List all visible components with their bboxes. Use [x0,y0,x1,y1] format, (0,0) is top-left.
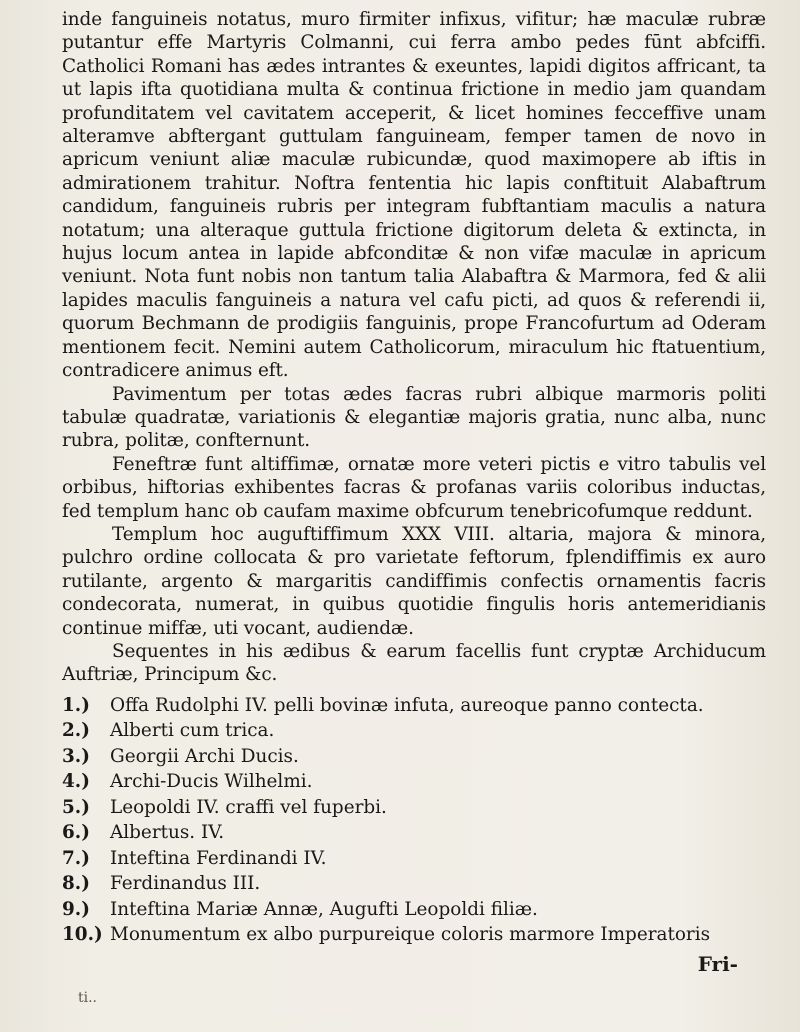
catchword: Fri- [697,952,738,976]
paragraph-main: inde fanguineis notatus, muro firmiter infixus, vifitur; hæ maculæ rubræ putantur effe Martyris Colmanni, cui ferra ambo pedes fūnt abfciffi. Catholici Romani has ædes intrantes & exeuntes, lapidi digitos affricant, ta ut lapis ifta quotidiana multa & continua frictione in medio jam quandam profunditatem vel cavitatem acceperit, & licet homines fecceffive unam alteramve abftergant guttulam fanguineam, femper tamen de novo in apricum veniunt aliæ maculæ rubicundæ, quod maximopere ab iftis in admirationem trahitur. Noftra fententia hic lapis conftituit Alabaftrum candidum, fanguineis rubris per integram fubftantiam maculis a natura notatum; una alteraque guttula frictione digitorum deleta & extincta, in hujus locum antea in lapide abfconditæ & non vifæ maculæ in apricum veniunt. Nota funt nobis non tantum talia Alabaftra & Marmora, fed & alii lapides maculis fanguineis a natura vel cafu picti, ad quos & referendi ii, quorum Bechmann de prodigiis fanguinis, prope Francofurtum ad Oderam mentionem fecit. Nemini autem Catholicorum, miraculum hic ftatuentium, contradicere animus eft. [62,9,766,382]
list-number: 2.) [62,720,90,742]
list-item [62,718,766,744]
list-text: Archi-Ducis Wilhelmi. [110,771,313,793]
list-item [62,846,766,872]
list-text: Ferdinandus III. [110,873,261,895]
list-item [62,871,766,897]
crypt-list [62,693,766,948]
paragraph-pavement: Pavimentum per totas ædes facras rubri albique marmoris politi tabulæ quadratæ, variationis & elegantiæ majoris gratia, nunc alba, nunc rubra, politæ, confternunt. [62,383,766,452]
list-text: Albertus. IV. [110,822,225,844]
list-number: 6.) [62,822,90,844]
list-number: 9.) [62,898,90,920]
list-text: Leopoldi IV. craffi vel fuperbi. [110,796,387,818]
list-text: Inteftina Ferdinandi IV. [110,847,327,869]
paragraph-windows: Feneftræ funt altiffimæ, ornatæ more veteri pictis e vitro tabulis vel orbibus, hiftorias exhibentes facras & profanas variis coloribus inductas, fed templum hanc ob caufam maxime obfcurum tenebricofumque reddunt. [62,453,766,522]
list-item [62,820,766,846]
list-text: Alberti cum trica. [110,720,275,742]
list-item [62,922,766,948]
list-item [62,693,766,719]
list-item [62,744,766,770]
list-number: 10.) [62,924,103,946]
list-number: 8.) [62,873,90,895]
list-number: 4.) [62,771,90,793]
list-text: Inteftina Mariæ Annæ, Augufti Leopoldi filiæ. [110,898,538,920]
list-text: Offa Rudolphi IV. pelli bovinæ infuta, aureoque panno contecta. [110,694,704,716]
list-item [62,795,766,821]
paragraph-altars: Templum hoc auguftiffimum XXX VIII. altaria, majora & minora, pulchro ordine collocata & pro varietate feftorum, fplendiffimis ex auro rutilante, argento & margaritis candiffimis confectis ornamentis facris condecorata, numerat, in quibus quotidie fingulis horis antemeridianis continue miffæ, uti vocant, audiendæ. [62,523,766,639]
list-text: Monumentum ex albo purpureique coloris marmore Imperatoris [110,924,711,946]
stray-mark: ti.. [78,990,98,1006]
list-number: 1.) [62,694,90,716]
paragraph-crypts: Sequentes in his ædibus & earum facellis funt cryptæ Archiducum Auftriæ, Principum &c. [62,640,766,686]
list-text: Georgii Archi Ducis. [110,745,299,767]
list-number: 3.) [62,745,90,767]
list-item [62,897,766,923]
list-number: 5.) [62,796,90,818]
list-item [62,769,766,795]
list-number: 7.) [62,847,90,869]
